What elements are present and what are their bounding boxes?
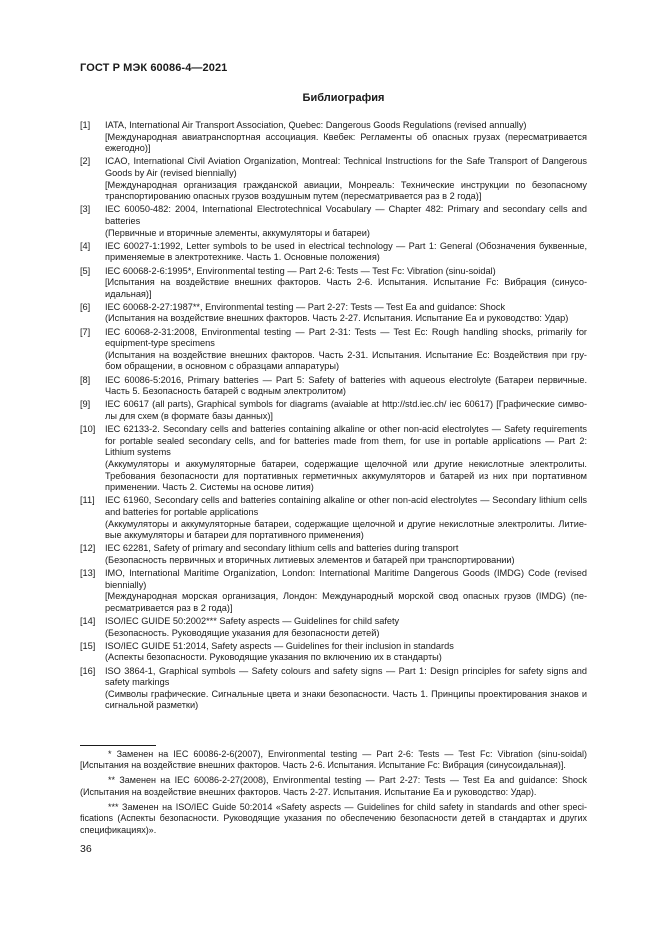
reference-line: ISO/IEC GUIDE 50:2002*** Safety aspects — Guidelines for child safety [105, 616, 400, 627]
footnote: *** Заменен на ISO/IEC Guide 50:2014 «Safety aspects — Guidelines for child safety in standards and other speci-fications (Аспекты безопасности. Руководящие указания по обеспечению безопасности детей в стандартах и других спецификациях)». [80, 801, 587, 835]
reference-line: (Безопасность. Руководящие указания для безопасности детей) [105, 627, 380, 638]
reference-entry [80, 543, 587, 566]
reference-text [105, 120, 587, 155]
footnote: ** Заменен на IEC 60086-2-27(2008), Environmental testing — Part 2-27: Tests — Test Ea and guidance: Shock (Испытания на воздействие внешних факторов. Часть 2-27. Испытания. Испытание Ea и руководство: Удар). [80, 775, 587, 797]
reference-number: [15] [80, 640, 96, 651]
reference-line: IEC 60068-2-27:1987**, Environmental testing — Part 2-27: Tests — Test Ea and guidance: Shock [105, 301, 506, 312]
reference-number: [14] [80, 616, 96, 627]
reference-text [105, 375, 587, 398]
reference-entry [80, 302, 587, 325]
reference-line: ISO 3864-1, Graphical symbols — Safety colours and safety signs — Part 1: Design principles for safety signs and safety markings [105, 665, 587, 688]
reference-text [105, 327, 587, 373]
bibliography-list [80, 120, 587, 714]
reference-line: ISO/IEC GUIDE 51:2014, Safety aspects — Guidelines for their inclusion in standards [105, 640, 454, 651]
reference-entry [80, 666, 587, 712]
footnote: * Заменен на IEC 60086-2-6(2007), Environmental testing — Part 2-6: Tests — Test Fc: Vibration (sinu-soidal) [Испытания на воздействие внешних факторов. Часть 2-6. Испытания. Испытание Fc: Вибрация (синусоидальная)]. [80, 749, 587, 771]
reference-line: IEC 62133-2. Secondary cells and batteries containing alkaline or other non-acid electrolytes — Safety requirements for portable sealed secondary cells, and for batteries made from them, for use in portable applications — Part 2: Lithium systems [105, 424, 587, 458]
reference-line: IEC 60086-5:2016, Primary batteries — Part 5: Safety of batteries with aqueous electrolyte (Батареи первичные. Часть 5. Безопасность батарей с водным электролитом) [105, 374, 587, 397]
reference-number: [5] [80, 265, 91, 276]
reference-line: (Символы графические. Сигнальные цвета и знаки безопасности. Часть 1. Принципы проектирования знаков и сигнальной разметки) [105, 688, 587, 711]
reference-entry [80, 641, 587, 664]
section-title: Библиография [302, 92, 385, 104]
reference-number: [9] [80, 399, 91, 410]
reference-line: [Международная авиатранспортная ассоциация. Квебек: Регламенты об опасных грузах (пересматривается ежегодно)] [105, 131, 587, 154]
reference-line: IATA, International Air Transport Association, Quebec: Dangerous Goods Regulations (revised annually) [105, 120, 527, 130]
reference-text [105, 568, 587, 614]
reference-line: IMO, International Maritime Organization, London: International Maritime Dangerous Goods (IMDG) Code (revised biennially) [105, 568, 587, 590]
reference-text [105, 641, 587, 664]
reference-line: [Испытания на воздействие внешних факторов. Часть 2-6. Испытания. Испытание Fc: Вибрация (синусо-идальная)] [105, 277, 587, 299]
reference-entry [80, 204, 587, 239]
reference-text [105, 204, 587, 239]
reference-number: [7] [80, 326, 91, 337]
reference-entry [80, 266, 587, 301]
reference-entry [80, 375, 587, 398]
reference-line: (Аккумуляторы и аккумуляторные батареи, содержащие щелочной или другие некислотные электролиты. Требования безопасности для портативных герметичных аккумуляторов и батарей из них при портативном применении. Часть 2. Системы на основе лития) [105, 458, 587, 493]
reference-entry [80, 241, 587, 264]
reference-number: [16] [80, 665, 96, 676]
reference-entry [80, 616, 587, 639]
reference-number: [4] [80, 240, 91, 251]
reference-number: [8] [80, 374, 91, 385]
reference-number: [3] [80, 204, 91, 215]
reference-text [105, 616, 587, 639]
reference-text [105, 302, 587, 325]
reference-text [105, 543, 587, 566]
footnote-divider [80, 745, 156, 746]
reference-line: (Безопасность первичных и вторичных литиевых элементов и батарей при транспортировании) [105, 554, 515, 565]
reference-text [105, 399, 587, 422]
reference-text [105, 666, 587, 712]
reference-line: IEC 61960, Secondary cells and batteries containing alkaline or other non-acid electrolytes — Secondary lithium cells and batteries for portable applications [105, 495, 587, 517]
reference-line: (Испытания на воздействие внешних факторов. Часть 2-27. Испытания. Испытание Еа и руководство: Удар) [105, 313, 569, 324]
reference-line: (Аккумуляторы и аккумуляторные батареи, содержащие щелочной и другие некислотные электролиты. Литие-вые аккумуляторы и батареи для портативного применения) [105, 518, 587, 541]
reference-entry [80, 495, 587, 541]
reference-line: IEC 60068-2-6:1995*, Environmental testing — Part 2-6: Tests — Test Fc: Vibration (sinu-soidal) [105, 265, 496, 276]
reference-line: ICAO, International Civil Aviation Organization, Montreal: Technical Instructions for the Safe Transport of Dangerous Goods by Air (revised biennially) [105, 156, 587, 178]
reference-entry [80, 424, 587, 494]
reference-text [105, 156, 587, 202]
reference-text [105, 424, 587, 494]
reference-text [105, 495, 587, 541]
reference-text [105, 266, 587, 301]
reference-number: [12] [80, 543, 96, 554]
reference-line: [Международная морская организация, Лондон: Международный морской свод опасных грузов (IMDG) (пе-ресматривается раз в 2 года)] [105, 591, 587, 613]
page-number: 36 [80, 843, 92, 855]
reference-line: (Первичные и вторичные элементы, аккумуляторы и батареи) [105, 227, 370, 238]
document-header: ГОСТ Р МЭК 60086-4—2021 [80, 62, 228, 74]
footnotes [80, 749, 587, 840]
reference-entry [80, 399, 587, 422]
reference-line: IEC 62281, Safety of primary and secondary lithium cells and batteries during transport [105, 543, 459, 554]
reference-number: [1] [80, 120, 91, 130]
reference-number: [13] [80, 568, 96, 579]
reference-line: (Испытания на воздействие внешних факторов. Часть 2-31. Испытания. Испытание Ес: Воздействия при гру-бом обращении, в основном с образцами аппаратуры) [105, 349, 587, 372]
reference-entry [80, 156, 587, 202]
reference-number: [11] [80, 495, 95, 506]
reference-number: [2] [80, 156, 91, 167]
reference-line: [Международная организация гражданской авиации, Монреаль: Технические инструкции по безопасному транспортированию опасных грузов воздушным путем (пересматривается раз в 2 года)] [105, 179, 587, 202]
reference-line: IEC 60617 (all parts), Graphical symbols for diagrams (avaiable at http://std.iec.ch/ iec 60617) [Графические симво-лы для схем (в формате базы данных)] [105, 399, 587, 421]
reference-line: (Аспекты безопасности. Руководящие указания по включению их в стандарты) [105, 652, 442, 663]
reference-entry [80, 568, 587, 614]
reference-entry [80, 120, 587, 155]
reference-entry [80, 327, 587, 373]
reference-text [105, 241, 587, 264]
reference-line: IEC 60068-2-31:2008, Environmental testing — Part 2-31: Tests — Test Ec: Rough handling shocks, primarily for equipment-type specimens [105, 326, 587, 349]
reference-number: [6] [80, 301, 91, 312]
reference-number: [10] [80, 424, 96, 435]
reference-line: IEC 60050-482: 2004, International Electrotechnical Vocabulary — Chapter 482: Primary and secondary cells and batteries [105, 204, 587, 226]
reference-line: IEC 60027-1:1992, Letter symbols to be used in electrical technology — Part 1: General (Обозначения буквенные, применяемые в электротехнике. Часть 1. Основные положения) [105, 240, 587, 263]
